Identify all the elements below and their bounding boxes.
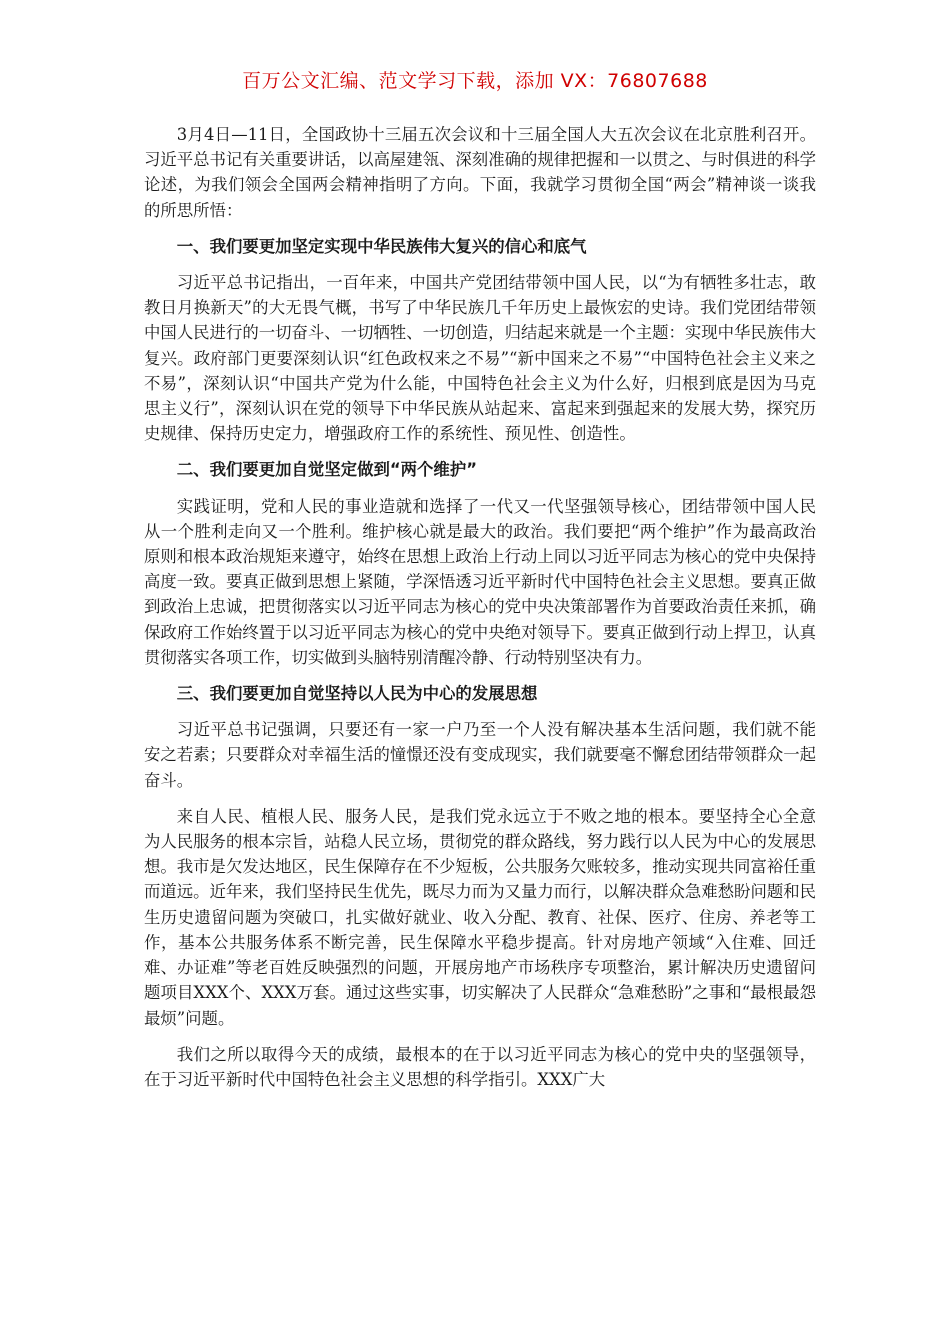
- section-2-paragraph: 实践证明，党和人民的事业造就和选择了一代又一代坚强领导核心，团结带领中国人民从一个胜利走向又一个胜利。维护核心就是最大的政治。我们要把“两个维护”作为最高政治原则和根本政治规矩来遵守，始终在思想上政治上行动上同以习近平同志为核心的党中央保持高度一致。要真正做到思想上紧随，学深悟透习近平新时代中国特色社会主义思想。要真正做到政治上忠诚，把贯彻落实以习近平同志为核心的党中央决策部署作为首要政治责任来抓，确保政府工作始终置于以习近平同志为核心的党中央绝对领导下。要真正做到行动上捍卫，认真贯彻落实各项工作，切实做到头脑特别清醒冷静、行动特别坚决有力。: [144, 496, 817, 667]
- section-1-heading: 一、我们要更加坚定实现中华民族伟大复兴的信心和底气: [176, 236, 587, 256]
- section-2-heading: 二、我们要更加自觉坚定做到“两个维护”: [176, 460, 477, 480]
- section-3-paragraph-2: 来自人民、植根人民、服务人民，是我们党永远立于不败之地的根本。要坚持全心全意为人民服务的根本宗旨，站稳人民立场，贯彻党的群众路线，努力践行以人民为中心的发展思想。我市是欠发达地区，民生保障存在不少短板，公共服务欠账较多，推动实现共同富裕任重而道远。近年来，我们坚持民生优先，既尽力而为又量力而行，以解决群众急难愁盼问题和民生历史遗留问题为突破口，扎实做好就业、收入分配、教育、社保、医疗、住房、养老等工作，基本公共服务体系不断完善，民生保障水平稳步提高。针对房地产领域“入住难、回迁难、办证难”等老百姓反映强烈的问题，开展房地产市场秩序专项整治，累计解决历史遗留问题项目XXX个、XXX万套。通过这些实事，切实解决了人民群众“急难愁盼”之事和“最根最怨最烦”问题。: [144, 806, 817, 1028]
- section-3-paragraph-3: 我们之所以取得今天的成绩，最根本的在于以习近平同志为核心的党中央的坚强领导，在于习近平新时代中国特色社会主义思想的科学指引。XXX广大: [144, 1044, 816, 1089]
- watermark-header: 百万公文汇编、范文学习下载，添加 VX：76807688: [242, 70, 708, 92]
- document-body: [144, 122, 816, 1092]
- intro-paragraph: 3月4日—11日，全国政协十三届五次会议和十三届全国人大五次会议在北京胜利召开。习近平总书记有关重要讲话，以高屋建瓴、深刻准确的规律把握和一以贯之、与时俱进的科学论述，为我们领会全国两会精神指明了方向。下面，我就学习贯彻全国“两会”精神谈一谈我的所思所悟：: [144, 125, 817, 220]
- section-3-paragraph-1: 习近平总书记强调，只要还有一家一户乃至一个人没有解决基本生活问题，我们就不能安之若素；只要群众对幸福生活的憧憬还没有变成现实，我们就要毫不懈怠团结带领群众一起奋斗。: [144, 720, 817, 790]
- section-1-paragraph: 习近平总书记指出，一百年来，中国共产党团结带领中国人民，以“为有牺牲多壮志，敢教日月换新天”的大无畏气概，书写了中华民族几千年历史上最恢宏的史诗。我们党团结带领中国人民进行的一切奋斗、一切牺牲、一切创造，归结起来就是一个主题：实现中华民族伟大复兴。政府部门更要深刻认识“红色政权来之不易”“新中国来之不易”“中国特色社会主义来之不易”，深刻认识“中国共产党为什么能，中国特色社会主义为什么好，归根到底是因为马克思主义行”，深刻认识在党的领导下中华民族从站起来、富起来到强起来的发展大势，探究历史规律、保持历史定力，增强政府工作的系统性、预见性、创造性。: [144, 273, 817, 444]
- section-3-heading: 三、我们要更加自觉坚持以人民为中心的发展思想: [176, 684, 538, 704]
